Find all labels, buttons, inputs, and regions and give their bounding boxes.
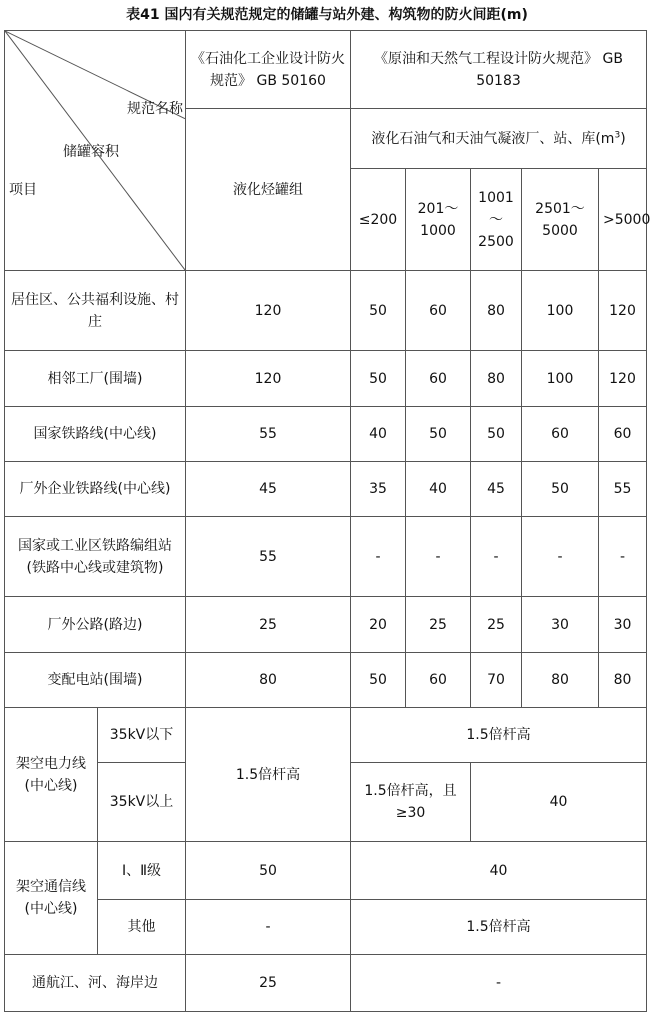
gb50183-value: 50 [406, 407, 471, 462]
waterway-gb50183-value: - [351, 955, 647, 1012]
facility-gb50183-header: 液化石油气和天油气凝液厂、站、库$(m^3)$ [351, 109, 647, 169]
facility-gb50160-header: 液化烃罐组 [186, 109, 351, 271]
comm-line-label: 架空通信线(中心线) [5, 842, 98, 955]
row-item-label: 居住区、公共福利设施、村庄 [5, 271, 186, 351]
table-row [5, 271, 647, 351]
gb50183-value: 60 [406, 271, 471, 351]
capacity-bin: 1001～2500 [471, 169, 522, 271]
facility-unit-sup: 3 [614, 129, 621, 140]
fire-distance-table [4, 30, 651, 1012]
gb50183-value: - [406, 517, 471, 597]
corner-label-item: 项目 [9, 182, 37, 198]
corner-label-spec-name: 规范名称 [127, 101, 183, 117]
gb50183-value: 100 [522, 351, 599, 407]
comm-line-gb50160-other: - [186, 900, 351, 955]
gb50160-value: 80 [186, 653, 351, 708]
comm-line-gb50160-grade: 50 [186, 842, 351, 900]
row-item-label: 厂外公路(路边) [5, 597, 186, 653]
comm-line-row-grade [5, 842, 647, 900]
capacity-bin: 201～1000 [406, 169, 471, 271]
gb50183-value: 40 [351, 407, 406, 462]
gb50183-value: 50 [351, 271, 406, 351]
waterway-row [5, 955, 647, 1012]
comm-line-row-other [5, 900, 647, 955]
gb50183-value: 25 [471, 597, 522, 653]
header-row-standards [5, 31, 647, 109]
comm-line-gb50183-other: 1.5倍杆高 [351, 900, 647, 955]
gb50160-value: 25 [186, 597, 351, 653]
gb50183-value: - [351, 517, 406, 597]
power-line-row-low [5, 708, 647, 763]
gb50183-value: 60 [599, 407, 647, 462]
row-item-label: 国家铁路线(中心线) [5, 407, 186, 462]
power-line-gb50183-high-small: 1.5倍杆高，且≥30 [351, 763, 471, 842]
gb50183-value: 50 [351, 653, 406, 708]
capacity-bin: >5000 [599, 169, 647, 271]
waterway-gb50160-value: 25 [186, 955, 351, 1012]
gb50183-value: - [522, 517, 599, 597]
gb50183-value: 50 [471, 407, 522, 462]
table-row [5, 407, 647, 462]
row-item-label: 变配电站(围墙) [5, 653, 186, 708]
power-line-gb50160-value: 1.5倍杆高 [186, 708, 351, 842]
table-row [5, 351, 647, 407]
gb50183-value: 120 [599, 271, 647, 351]
gb50183-value: - [599, 517, 647, 597]
table-row [5, 653, 647, 708]
gb50183-value: 55 [599, 462, 647, 517]
gb50183-value: 80 [471, 271, 522, 351]
standard-gb50183-header: 《原油和天然气工程设计防火规范》 GB 50183 [351, 31, 647, 109]
gb50183-value: 60 [406, 653, 471, 708]
gb50183-value: - [471, 517, 522, 597]
table-row [5, 462, 647, 517]
gb50183-value: 120 [599, 351, 647, 407]
gb50183-value: 25 [406, 597, 471, 653]
gb50183-value: 20 [351, 597, 406, 653]
gb50183-value: 45 [471, 462, 522, 517]
capacity-bin: ≤200 [351, 169, 406, 271]
facility-gb50183-text: 液化石油气和天油气凝液厂、站、库(m [371, 130, 615, 147]
comm-line-gb50183-grade: 40 [351, 842, 647, 900]
waterway-label: 通航江、河、海岸边 [5, 955, 186, 1012]
table-row [5, 597, 647, 653]
gb50183-value: 35 [351, 462, 406, 517]
gb50160-value: 45 [186, 462, 351, 517]
gb50160-value: 55 [186, 517, 351, 597]
gb50183-value: 50 [522, 462, 599, 517]
gb50160-value: 120 [186, 351, 351, 407]
gb50160-value: 120 [186, 271, 351, 351]
gb50160-value: 55 [186, 407, 351, 462]
capacity-bin: 2501～5000 [522, 169, 599, 271]
power-line-gb50183-high-large: 40 [471, 763, 647, 842]
gb50183-value: 80 [522, 653, 599, 708]
comm-line-sub-other: 其他 [98, 900, 186, 955]
table-row [5, 517, 647, 597]
gb50183-value: 60 [522, 407, 599, 462]
gb50183-value: 30 [522, 597, 599, 653]
power-line-gb50183-low-value: 1.5倍杆高 [351, 708, 647, 763]
row-item-label: 国家或工业区铁路编组站(铁路中心线或建筑物) [5, 517, 186, 597]
corner-label-capacity: 储罐容积 [63, 144, 119, 160]
gb50183-value: 80 [471, 351, 522, 407]
comm-line-sub-grade: Ⅰ、Ⅱ级 [98, 842, 186, 900]
power-line-sub-high: 35kV以上 [98, 763, 186, 842]
standard-gb50160-header: 《石油化工企业设计防火规范》 GB 50160 [186, 31, 351, 109]
row-item-label: 厂外企业铁路线(中心线) [5, 462, 186, 517]
gb50183-value: 80 [599, 653, 647, 708]
gb50183-value: 60 [406, 351, 471, 407]
power-line-sub-low: 35kV以下 [98, 708, 186, 763]
gb50183-value: 40 [406, 462, 471, 517]
power-line-label: 架空电力线(中心线) [5, 708, 98, 842]
table-title: 表41 国内有关规范规定的储罐与站外建、构筑物的防火间距(m) [126, 7, 528, 23]
gb50183-value: 100 [522, 271, 599, 351]
gb50183-value: 30 [599, 597, 647, 653]
gb50183-value: 50 [351, 351, 406, 407]
row-item-label: 相邻工厂(围墙) [5, 351, 186, 407]
gb50183-value: 70 [471, 653, 522, 708]
corner-header-cell [5, 31, 186, 271]
